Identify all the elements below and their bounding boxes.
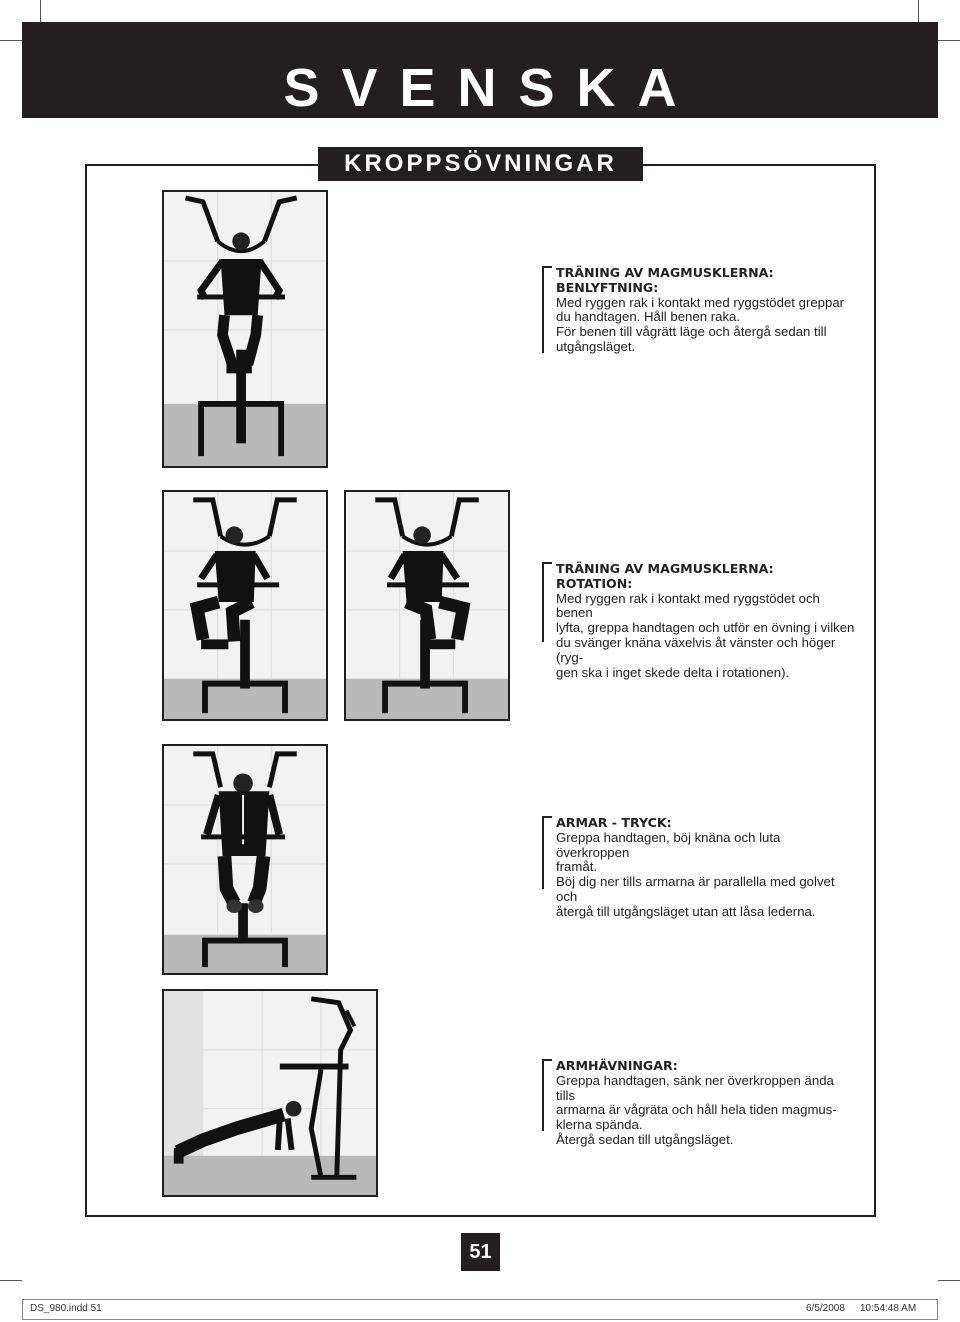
slug-date — [806, 1298, 845, 1318]
page-number: 51 — [461, 1233, 500, 1271]
exercise-leg-raise — [556, 266, 856, 355]
photo-arm-dips — [162, 744, 328, 975]
exercise-text: Med ryggen rak i kontakt med ryggstödet och benen — [556, 590, 820, 621]
exercise-text: framåt. — [556, 859, 598, 875]
slug-time-text: 10:54:48 AM — [860, 1302, 917, 1314]
crop-mark — [40, 0, 41, 22]
section-title: KROPPSÖVNINGAR — [318, 147, 643, 181]
exercise-title: ARMAR - TRYCK: — [556, 815, 672, 830]
crop-mark — [0, 1280, 22, 1281]
crop-mark — [0, 40, 22, 41]
crop-mark — [938, 1280, 960, 1281]
section-bracket — [542, 266, 552, 353]
exercise-text: Greppa handtagen, böj knäna och luta överkroppen — [556, 829, 781, 860]
slug-date-text: 6/5/2008 — [806, 1302, 845, 1314]
exercise-text: Med ryggen rak i kontakt med ryggstödet greppar — [556, 294, 845, 310]
exercise-rotation — [556, 562, 856, 680]
section-bracket — [542, 816, 552, 889]
photo-rotation-left — [162, 490, 328, 721]
slug-time — [860, 1298, 916, 1318]
exercise-text: För benen till vågrätt läge och återgå sedan till — [556, 324, 827, 340]
exercise-arm-dips — [556, 816, 856, 920]
exercise-push-ups — [556, 1059, 856, 1148]
slug-filename: DS_980.indd 51 — [30, 1302, 102, 1314]
photo-push-ups — [162, 989, 378, 1197]
exercise-text: utgångsläget. — [556, 338, 636, 354]
language-title: SVENSKA — [283, 58, 699, 118]
exercise-title: TRÄNING AV MAGMUSKLERNA: — [556, 265, 774, 280]
exercise-text: lyfta, greppa handtagen och utför en övning i vilken — [556, 620, 855, 636]
exercise-subtitle: ROTATION: — [556, 575, 633, 591]
exercise-text: Greppa handtagen, sänk ner överkroppen ända tills — [556, 1072, 834, 1103]
exercise-text: Böj dig ner tills armarna är parallella med golvet och — [556, 874, 835, 904]
language-banner — [22, 22, 938, 118]
exercise-text: du svänger knäna växelvis åt vänster och höger (ryg- — [556, 634, 836, 665]
section-bracket — [542, 1059, 552, 1131]
exercise-text: armarna är vågräta och håll hela tiden magmus- — [556, 1102, 837, 1118]
exercise-text: återgå till utgångsläget utan att låsa lederna. — [556, 903, 816, 919]
photo-leg-raise — [162, 190, 328, 468]
exercise-subtitle: BENLYFTNING: — [556, 279, 659, 295]
exercise-text: gen ska i inget skede delta i rotationen). — [556, 664, 790, 680]
crop-mark — [938, 40, 960, 41]
print-slug — [22, 1299, 938, 1320]
exercise-title: ARMHÄVNINGAR: — [556, 1058, 678, 1073]
exercise-text: Återgå sedan till utgångsläget. — [556, 1131, 734, 1147]
photo-rotation-right — [344, 490, 510, 721]
slug-file — [30, 1298, 102, 1318]
exercise-title: TRÄNING AV MAGMUSKLERNA: — [556, 561, 774, 576]
exercise-text: du handtagen. Håll benen raka. — [556, 309, 741, 325]
crop-mark — [918, 0, 919, 22]
section-bracket — [542, 562, 552, 642]
exercise-text: klerna spända. — [556, 1117, 643, 1133]
